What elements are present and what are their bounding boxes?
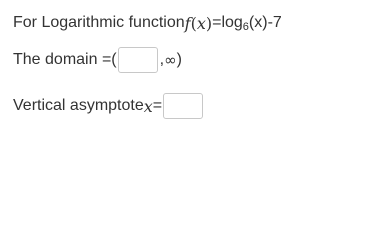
infinity-symbol: ∞ [164,51,177,69]
log-base: 6 [242,21,249,33]
asymptote-label: Vertical asymptote [13,97,144,114]
domain-label: The domain =( [13,51,117,68]
function-close-paren: ) [205,13,213,33]
domain-row [13,48,182,72]
function-variable: x [196,13,206,33]
equals-log: =log [212,14,243,31]
question-prefix: For Logarithmic function [13,14,185,31]
asymptote-row [13,94,203,118]
function-name: f [184,13,191,33]
question-statement [13,11,282,35]
domain-close-paren: ) [176,51,182,68]
domain-lower-bound-input[interactable] [118,47,158,73]
asymptote-variable: x [143,96,153,116]
domain-separator: , [159,51,165,68]
function-open-paren: ( [190,13,197,33]
asymptote-equals: = [152,97,163,114]
vertical-asymptote-input[interactable] [163,93,203,119]
log-argument: (x)-7 [248,14,282,31]
